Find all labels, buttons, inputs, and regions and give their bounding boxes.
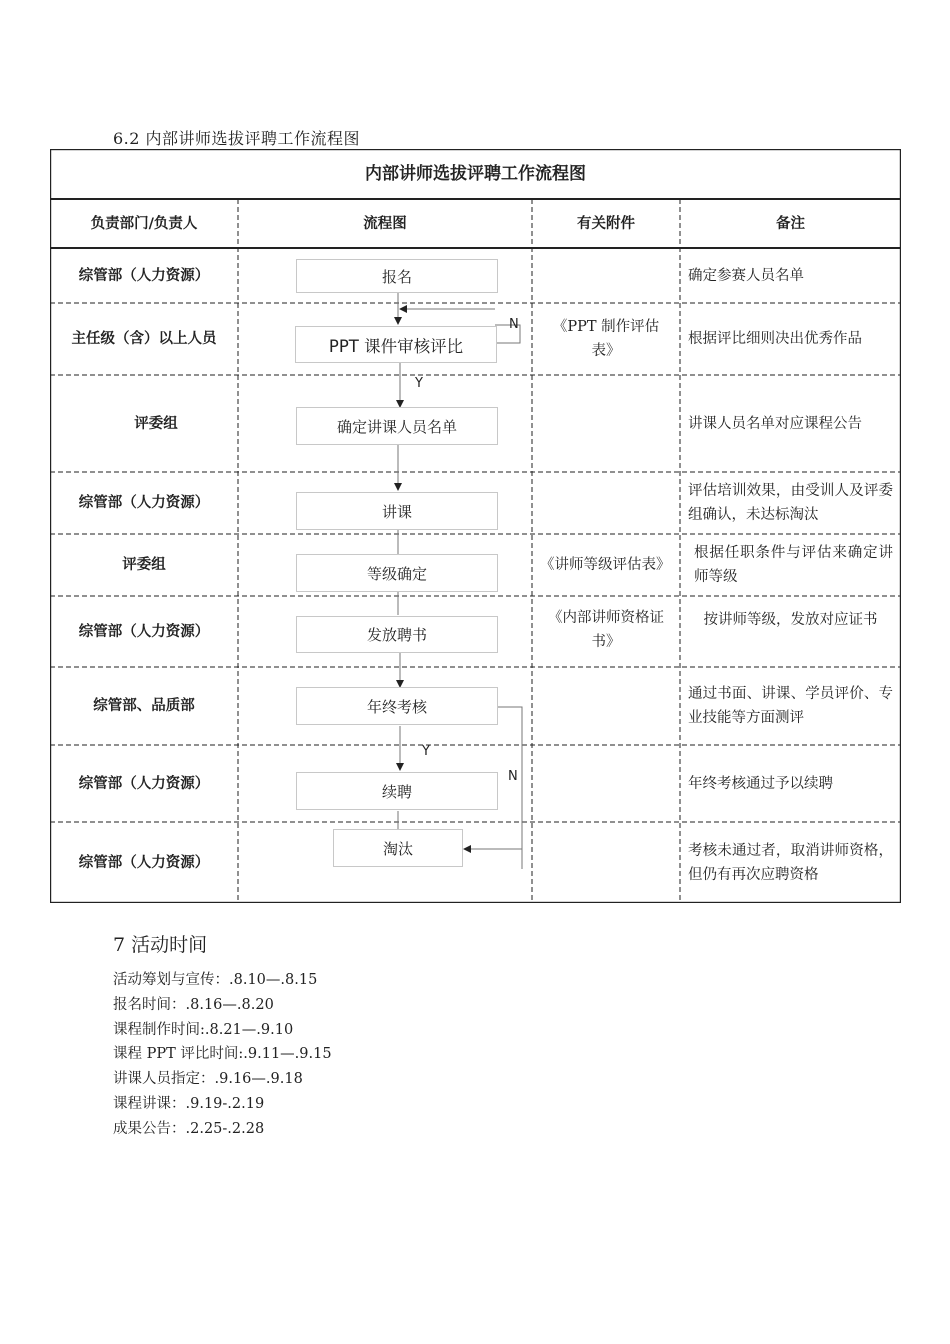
note-cell: 通过书面、讲课、学员评价、专业技能等方面测评	[688, 686, 893, 726]
schedule-item: 课程讲课：.9.19-.2.19	[113, 1095, 265, 1112]
flow-step-confirm-list: 确定讲课人员名单	[296, 407, 498, 445]
note-cell: 根据任职条件与评估来确定讲师等级	[694, 545, 893, 585]
note-cell: 年终考核通过予以续聘	[688, 775, 833, 792]
dept-cell: 评委组	[122, 557, 166, 573]
header-note: 备注	[776, 215, 805, 232]
flow-step-lecture: 讲课	[296, 492, 498, 530]
header-attachment: 有关附件	[577, 215, 635, 232]
table-title: 内部讲师选拔评聘工作流程图	[365, 164, 586, 184]
attachment-cell: 《讲师等级评估表》	[540, 557, 671, 573]
flow-step-grade: 等级确定	[296, 554, 498, 592]
yes-label: Y	[415, 376, 423, 391]
flow-step-annual-review: 年终考核	[296, 687, 498, 725]
dept-cell: 综管部（人力资源）	[78, 854, 210, 871]
dept-cell: 评委组	[134, 415, 178, 432]
schedule-item: 报名时间：.8.16—.8.20	[113, 996, 274, 1013]
dept-cell: 综管部、品质部	[93, 698, 195, 714]
attachment-cell: 《PPT 制作评估表》	[552, 319, 660, 359]
flow-table	[50, 149, 901, 903]
attachment-cell: 《内部讲师资格证书》	[548, 610, 664, 650]
flow-step-register: 报名	[296, 259, 498, 293]
note-cell: 考核未通过者，取消讲师资格，但仍有再次应聘资格	[688, 842, 893, 883]
dept-cell: 综管部（人力资源）	[78, 775, 210, 792]
header-flow: 流程图	[363, 215, 407, 232]
note-cell: 确定参赛人员名单	[688, 267, 804, 284]
no-label: N	[508, 769, 518, 784]
activity-title: 7 活动时间	[113, 934, 208, 956]
no-label: N	[509, 317, 519, 332]
dept-cell: 综管部（人力资源）	[78, 623, 210, 640]
schedule-item: 活动筹划与宣传：.8.10—.8.15	[113, 972, 318, 988]
flow-step-renew: 续聘	[296, 772, 498, 810]
activity-schedule	[113, 968, 332, 1142]
connector	[497, 707, 522, 869]
schedule-item: 课程制作时间:.8.21—.9.10	[113, 1021, 294, 1038]
flow-step-ppt-review: PPT 课件审核评比	[295, 326, 497, 363]
schedule-item: 讲课人员指定：.9.16—.9.18	[113, 1071, 303, 1088]
header-dept: 负责部门/负责人	[90, 215, 198, 232]
flow-step-certificate: 发放聘书	[296, 616, 498, 653]
schedule-item: 成果公告：.2.25-.2.28	[113, 1120, 265, 1137]
note-cell: 讲课人员名单对应课程公告	[688, 415, 862, 432]
flow-step-eliminate: 淘汰	[333, 829, 463, 867]
yes-label: Y	[422, 744, 430, 759]
section-heading: 6.2 内部讲师选拔评聘工作流程图	[113, 129, 361, 148]
note-cell: 按讲师等级，发放对应证书	[703, 612, 878, 628]
note-cell: 根据评比细则决出优秀作品	[688, 331, 862, 347]
schedule-item: 课程 PPT 评比时间:.9.11—.9.15	[113, 1046, 332, 1063]
dept-cell: 综管部（人力资源）	[78, 495, 210, 511]
dept-cell: 主任级（含）以上人员	[71, 331, 217, 347]
dept-cell: 综管部（人力资源）	[78, 267, 210, 284]
note-cell: 评估培训效果，由受训人及评委组确认，未达标淘汰	[688, 483, 893, 523]
